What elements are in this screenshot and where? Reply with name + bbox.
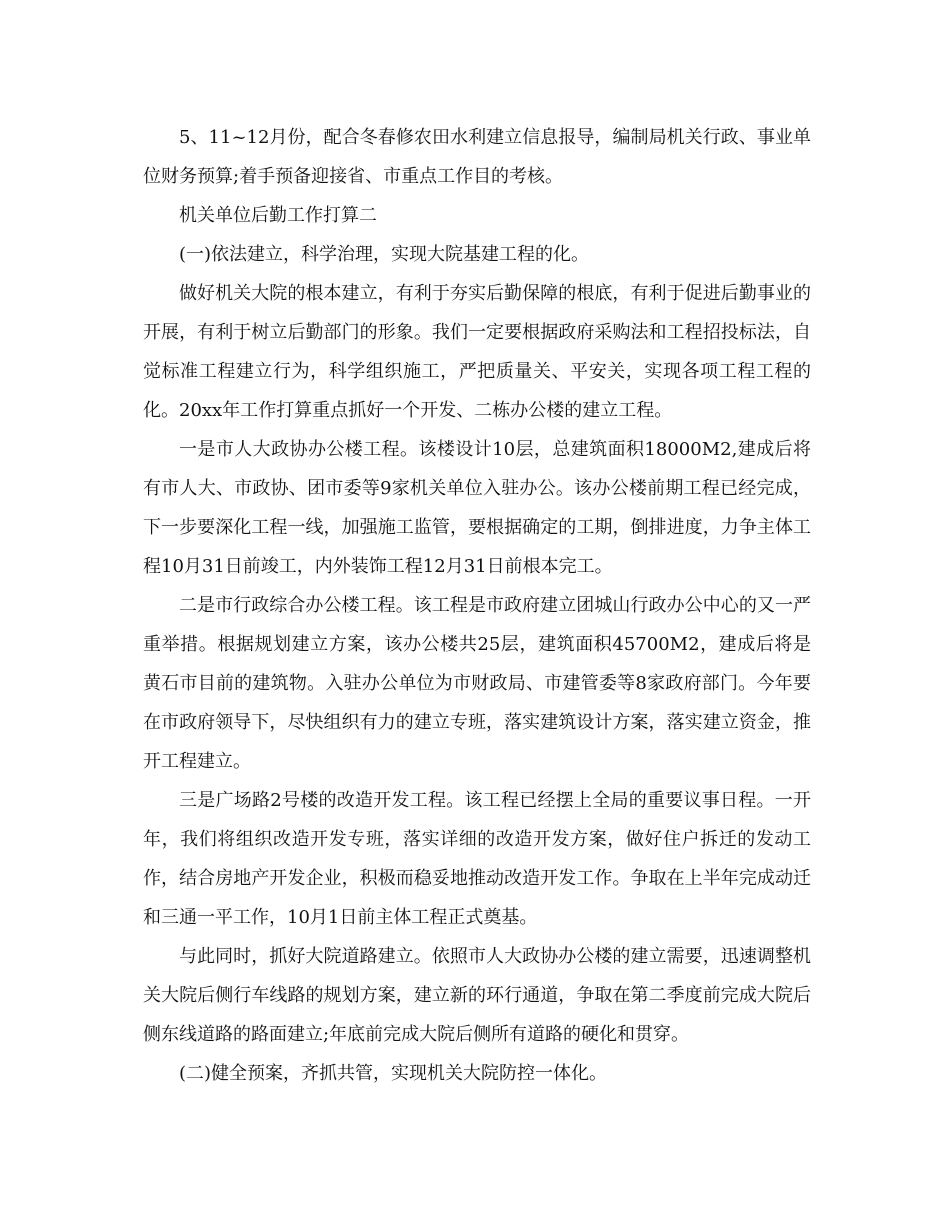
subsection-heading-2: (二)健全预案，齐抓共管，实现机关大院防控一体化。 bbox=[179, 1063, 608, 1084]
subsection-heading-1: (一)依法建立，科学治理，实现大院基建工程的化。 bbox=[179, 244, 590, 265]
paragraph-project-3: 三是广场路2号楼的改造开发工程。该工程已经摆上全局的重要议事日程。一开年，我们将组织改造开发专班，落实详细的改造开发方案，做好住户拆迁的发动工作，结合房地产开发企业，积极而稳妥地推动改造开发工作。争取在上半年完成动迁和三通一平工作，10月1日前主体工程正式奠基。 bbox=[143, 790, 811, 928]
paragraph-schedule-item-5: 5、11~12月份，配合冬春修农田水利建立信息报导，编制局机关行政、事业单位财务预算;着手预备迎接省、市重点工作目的考核。 bbox=[143, 127, 811, 187]
section-title: 机关单位后勤工作打算二 bbox=[179, 205, 377, 226]
paragraph-project-1: 一是市人大政协办公楼工程。该楼设计10层，总建筑面积18000M2,建成后将有市人大、市政协、团市委等9家机关单位入驻办公。该办公楼前期工程已经完成，下一步要深化工程一线，加强施工监管，要根据确定的工期，倒排进度，力争主体工程10月31日前竣工，内外装饰工程12月31日前根本完工。 bbox=[143, 439, 811, 577]
paragraph-project-2: 二是市行政综合办公楼工程。该工程是市政府建立团城山行政办公中心的又一严重举措。根据规划建立方案，该办公楼共25层，建筑面积45700M2，建成后将是黄石市目前的建筑物。入驻办公单位为市财政局、市建管委等8家政府部门。今年要在市政府领导下，尽快组织有力的建立专班，落实建筑设计方案，落实建立资金，推开工程建立。 bbox=[143, 595, 811, 772]
document-body bbox=[143, 118, 811, 1093]
paragraph-roads: 与此同时，抓好大院道路建立。依照市人大政协办公楼的建立需要，迅速调整机关大院后侧行车线路的规划方案，建立新的环行通道，争取在第二季度前完成大院后侧东线道路的路面建立;年底前完成大院后侧所有道路的硬化和贯穿。 bbox=[143, 946, 811, 1045]
paragraph-intro: 做好机关大院的根本建立，有利于夯实后勤保障的根底，有利于促进后勤事业的开展，有利于树立后勤部门的形象。我们一定要根据政府采购法和工程招投标法，自觉标准工程建立行为，科学组织施工，严把质量关、平安关，实现各项工程工程的化。20xx年工作打算重点抓好一个开发、二栋办公楼的建立工程。 bbox=[143, 283, 811, 421]
